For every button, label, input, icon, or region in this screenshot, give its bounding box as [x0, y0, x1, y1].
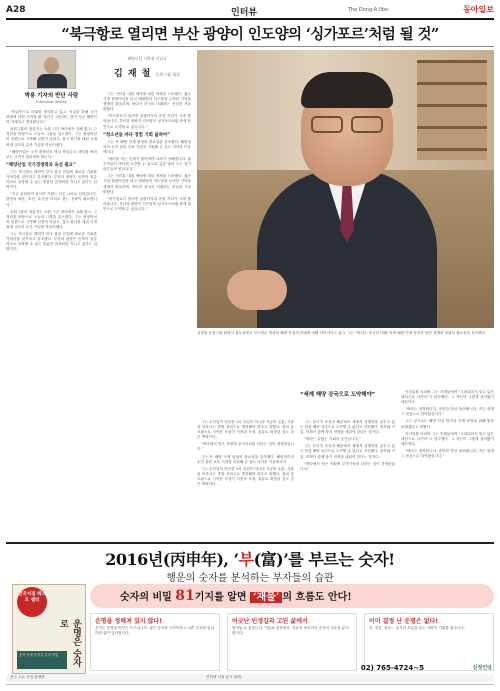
page-header — [6, 4, 494, 18]
paragraph: 그는 북극항로 개척이 한국 물류 산업에 새로운 기회를 가져다줄 것이라고 강조했다. 부산과 광양은 동북아 물류 허브로 성장할 수 있는 충분한 잠재력을 지니고 있다는 설명이다. — [6, 169, 97, 190]
paragraph: “북극항로가 열리면 유럽까지의 운항 거리가 크게 줄어듭니다. 부산과 광양이 인도양의 싱가포르처럼 중계 항만으로 도약할 수 있습니다.” — [103, 114, 191, 129]
ad-footer-left: 전국 주요 서점 판매중 — [10, 675, 45, 679]
book-strip: 숫자 속에 숨겨진 부의 비밀 — [17, 651, 67, 669]
ad-feature-2: 어긋난 인생길과 고된 삶에서 벗어날 수 있습니다. 이름과 전화번호, 자동차 번호까지 숫자의 기운을 분석합니다. — [227, 613, 357, 671]
interviewee-block — [103, 50, 191, 92]
book-advertisement[interactable] — [6, 542, 494, 682]
paragraph: “바다를 아는 인재가 많아져야 나라가 강해집니다. 젊은이들이 바다에 도전할 수 있도록 길을 열어 주는 것이 어른들의 몫입니다.” — [103, 157, 191, 172]
byline-name: 박용 기자의 반단 사람 — [24, 93, 79, 99]
paragraph: 그는 북극항로 개척이 한국 물류 산업에 새로운 기회를 가져다줄 것이라고 강조했다. 부산과 광양은 동북아 물류 허브로 성장할 수 있는 충분한 잠재력을 지니고 있다는 설명이다. — [6, 231, 97, 252]
ad-footer-mid: 인터넷 서점 동시 판매 — [206, 675, 241, 679]
page-number: A28 — [6, 5, 26, 15]
reporter-photo — [28, 50, 76, 89]
paragraph: 동원그룹의 창업자는 오랜 시간 바다에서 일해 왔고, 그 경험을 바탕으로 오늘의 그룹을 일으켰다. 그는 원양어선의 선원으로 시작해 선장이 되었고, 결국 회사를 세워 국내 최대 규모의 수산 기업을 만들어냈다. — [6, 127, 97, 147]
paragraph: 그는 인터뷰 내내 바다에 대한 애정을 드러냈다. 젊은 시절 원양어선을 타고 태평양과 인도양을 누비던 기억을 생생히 떠올리며, 바다가 한국의 미래라는 신념을 거듭 밝혔다. — [103, 92, 191, 112]
paragraph: 그는 수산업이 단순한 1차 산업이 아니라 가공과 유통, 식품을 아우르는 종합 산업으로 발전해야 한다고 말했다. 참치 통조림으로 시작한 사업이 식품과 포장, 물류로 확장된 것도 같은 맥락이다. — [197, 420, 294, 440]
paragraph: “바다에서 얻은 자원에 부가가치를 더하는 것이 경쟁력입니다.” — [197, 442, 294, 452]
ad-banner: 숫자의 비밀 81기지를 알면 ‘재물’ 의 흐름도 안다! — [90, 584, 494, 608]
ad-main — [90, 584, 494, 674]
paragraph: “바다는 정직합니다. 준비한 만큼 돌려줍니다. 저는 평생 그 믿음으로 살아왔습니다.” — [401, 448, 494, 459]
section-subhead: “세계 해양 강국으로 도약해야” — [300, 392, 376, 398]
paragraph: 동원그룹의 창업자는 오랜 시간 바다에서 일해 왔고, 그 경험을 바탕으로 오늘의 그룹을 일으켰다. 그는 원양어선의 선원으로 시작해 선장이 되었고, 결국 회사를 세워 국내 최대 규모의 수산 기업을 만들어냈다. — [6, 209, 97, 229]
paragraph: 그는 또 해양 인재 양성의 중요성을 강조했다. 해양대학과 수산 관련 교육 기관을 지원해 온 것도 이러한 이유에서다. — [103, 139, 191, 154]
paragraph: 그는 앞으로도 해양 산업 발전과 인재 양성을 위해 힘을 보태겠다고 말했다. — [401, 419, 494, 429]
column-subhead: “청소년들 바다 경험 기회 넓혀야” — [103, 132, 171, 138]
interviewee-dept: 해양산업 기획재 전임자 — [127, 56, 167, 61]
paragraph: 그는 한국이 조선과 해운에서 세계적 경쟁력을 갖추고 있는 만큼 해양 강국으로 도약할 수 있다고 자신했다. 정부와 기업, 학계가 함께 장기 전략을 세워야 한다는 것이다. — [300, 444, 395, 459]
interviewee-name: 김 재 철 동원그룹 회장 — [114, 69, 180, 79]
bestseller-badge: 전국서점 베스트 셀러 — [17, 587, 47, 617]
paragraph: “해양산업은 국가 경쟁력의 핵심 축입니다. 바다를 바라보는 시각이 달라져야 합니다.” — [6, 149, 97, 159]
paragraph: “북극항로가 열리면 유럽까지의 운항 거리가 크게 줄어듭니다. 부산과 광양이 인도양의 싱가포르처럼 중계 항만으로 도약할 수 있습니다.” — [103, 196, 191, 211]
ad-footer — [6, 674, 494, 682]
article-column-5 — [401, 390, 494, 540]
article-column-1 — [6, 110, 97, 540]
page-footer-rule — [6, 684, 494, 685]
ad-feature-1: 운명을 정해져 있지 않다! 숫자는 운명을 바꾸는 도구입니다. 좋은 숫자를 가까이하고 나쁜 숫자를 멀리하면 삶이 달라집니다. — [90, 613, 220, 671]
photo-caption: 김재철 동원그룹 회장이 집무실에서 북극항로 개척과 해양 산업의 미래에 대해 이야기하고 있다. 그는 “바다는 한국의 미래”라며 해양 인재 양성과 항만 경쟁력 강화의 필요성을 강조했다. — [197, 331, 487, 335]
column-subhead: “해양산업 국가경쟁력과 육성 필요” — [6, 162, 76, 168]
issue-meta: The Dong-A Ilbo — [348, 7, 388, 13]
book-cover[interactable] — [12, 584, 86, 674]
paragraph: “바다에서 얻은 자원에 부가가치를 더하는 것이 경쟁력입니다.” — [300, 461, 395, 471]
headline-rule — [6, 46, 494, 47]
interviewee-title: 동원그룹 회장 — [155, 72, 180, 77]
ad-phone: 02) 765-4724~5 — [360, 664, 424, 672]
byline-box — [6, 50, 97, 106]
paragraph: “지금 준비하지 않으면 기회는 다른 나라로 넘어갑니다. 항만과 해운, 조선, 수산을 하나로 묶는 전략이 필요합니다.” — [6, 192, 97, 207]
article-column-2 — [103, 92, 191, 462]
ad-headline: 2016년(丙申年), ‘부(富)’를 부르는 숫자! — [105, 550, 395, 569]
article-column-4 — [300, 420, 395, 540]
publisher-logo: 신정인당 — [472, 665, 492, 671]
header-rule — [6, 18, 494, 20]
paragraph: 그는 인터뷰 내내 바다에 대한 애정을 드러냈다. 젊은 시절 원양어선을 타고 태평양과 인도양을 누비던 기억을 생생히 떠올리며, 바다가 한국의 미래라는 신념을 거듭 밝혔다. — [103, 174, 191, 194]
newspaper-logo: 동아일보 — [463, 4, 494, 14]
paragraph: 인터뷰를 마치며 그는 후배들에게 “두려워하지 말고 넓은 세상으로 나가라”고 당부했다. 그 자신이 그렇게 살아왔기 때문이다. — [401, 431, 494, 446]
ad-subline: 행운의 숫자를 분석하는 부자들의 습관 — [166, 573, 334, 584]
paragraph: “바다는 정직합니다. 준비한 만큼 돌려줍니다. 저는 평생 그 믿음으로 살아왔습니다.” — [401, 407, 494, 417]
section-name: 인터뷰 — [231, 8, 258, 18]
interview-photo — [197, 50, 494, 328]
paragraph: 인터뷰를 마치며 그는 후배들에게 “두려워하지 말고 넓은 세상으로 나가라”고 당부했다. 그 자신이 그렇게 살아왔기 때문이다. — [401, 390, 494, 405]
paragraph: 그는 또 해양 인재 양성의 중요성을 강조했다. 해양대학과 수산 관련 교육 기관을 지원해 온 것도 이러한 이유에서다. — [197, 454, 294, 464]
paragraph: “바다는 끝없는 기회의 공간입니다.” — [304, 437, 361, 442]
article-column-3 — [197, 420, 294, 540]
paragraph: 그는 수산업이 단순한 1차 산업이 아니라 가공과 유통, 식품을 아우르는 종합 산업으로 발전해야 한다고 말했다. 참치 통조림으로 시작한 사업이 식품과 포장, 물류로 확장된 것도 같은 맥락이다. — [197, 466, 294, 487]
article-headline: “북극항로 열리면 부산 광양이 인도양의 ‘싱가포르’처럼 될 것” — [61, 26, 439, 43]
byline-role: Interview Series — [36, 99, 67, 104]
paragraph: 그는 한국이 조선과 해운에서 세계적 경쟁력을 갖추고 있는 만큼 해양 강국으로 도약할 수 있다고 자신했다. 정부와 기업, 학계가 함께 장기 전략을 세워야 한다는 것이다. — [300, 420, 395, 435]
paragraph: “어업인으로 미래를 생각하고 있고, 이것을 통해 국가 경제에 어떤 기여를 할 것인지 고민하는 것이 지금 해양인의 자세라고 생각합니다.” — [6, 110, 97, 125]
ad-feature-3: 이미 결정 난 운명은 없다! 부, 건강, 성공… 숫자의 흐름을 읽는 사람이 기회를 잡습니다. — [364, 613, 494, 671]
book-title: 운명은 숫자로 — [58, 619, 81, 668]
